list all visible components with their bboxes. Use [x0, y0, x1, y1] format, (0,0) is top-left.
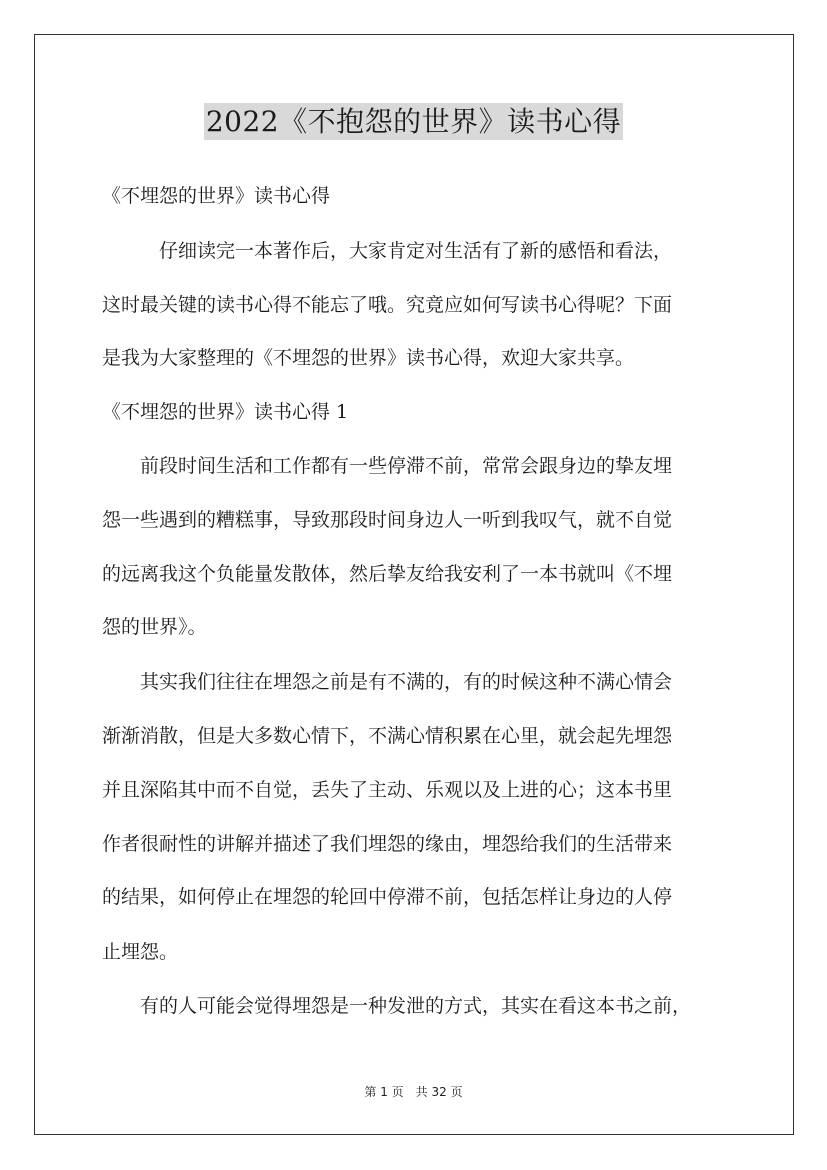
paragraph-line: 作者很耐性的讲解并描述了我们埋怨的缘由，埋怨给我们的生活带来 — [102, 833, 673, 855]
document-title: 2022《不抱怨的世界》读书心得 — [205, 105, 622, 138]
paragraph-line: 其实我们往往在埋怨之前是有不满的，有的时候这种不满心情会 — [102, 671, 673, 693]
paragraph-line: 止埋怨。 — [102, 941, 179, 963]
intro-line: 这时最关键的读书心得不能忘了哦。究竟应如何写读书心得呢？下面 — [102, 294, 673, 316]
paragraph-line: 怨一些遇到的糟糕事，导致那段时间身边人一听到我叹气，就不自觉 — [102, 509, 673, 531]
subtitle: 《不埋怨的世界》读书心得 — [102, 185, 331, 207]
paragraph-line: 的结果，如何停止在埋怨的轮回中停滞不前，包括怎样让身边的人停 — [102, 886, 673, 908]
intro-line: 仔细读完一本著作后，大家肯定对生活有了新的感悟和看法， — [102, 240, 673, 262]
document-title-container — [0, 100, 827, 140]
paragraph-line: 的远离我这个负能量发散体，然后挚友给我安利了一本书就叫《不埋 — [102, 563, 673, 585]
page-number-footer: 第 1 页 共 32 页 — [364, 1085, 463, 1099]
section-heading: 《不埋怨的世界》读书心得 1 — [102, 401, 349, 423]
paragraph-line: 渐渐消散，但是大多数心情下，不满心情积累在心里，就会起先埋怨 — [102, 725, 673, 747]
paragraph-line: 并且深陷其中而不自觉，丢失了主动、乐观以及上进的心；这本书里 — [102, 779, 673, 801]
paragraph-line: 有的人可能会觉得埋怨是一种发泄的方式，其实在看这本书之前， — [102, 995, 692, 1017]
paragraph-line: 前段时间生活和工作都有一些停滞不前，常常会跟身边的挚友埋 — [102, 455, 673, 477]
paragraph-line: 怨的世界》。 — [102, 616, 207, 638]
intro-line: 是我为大家整理的《不埋怨的世界》读书心得，欢迎大家共享。 — [102, 347, 635, 369]
